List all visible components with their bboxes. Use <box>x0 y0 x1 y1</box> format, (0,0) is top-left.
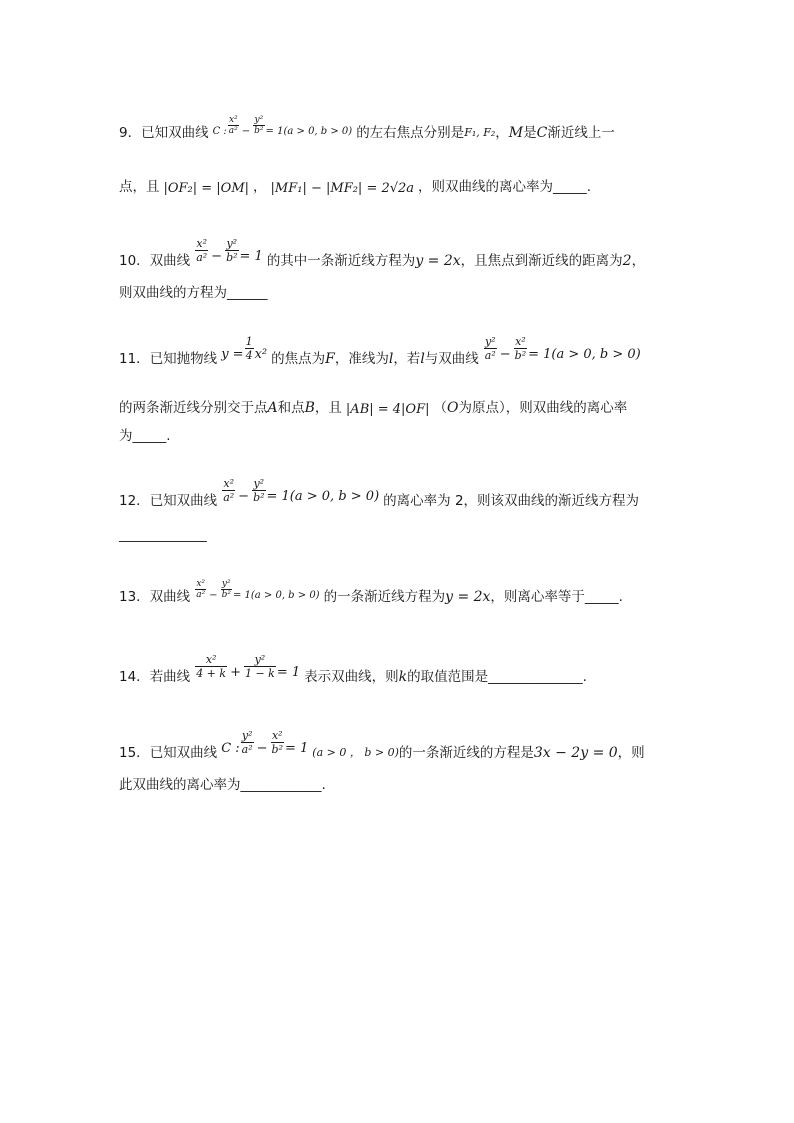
problem-9-line-1: 9． 已知双曲线 C : $\frac{\text{x²}}{\text{a²}}$ − $\frac{\text{y²}}{\text{b²}}$ = 1(a > 0, b > 0) 的左右焦点分别是 F₁, F₂ ， M 是 C 渐近线上一 <box>119 115 615 141</box>
condition-equation: |OF₂| = |OM| <box>163 181 250 196</box>
problem-11-line-3: 为_____. <box>119 428 171 444</box>
hyperbola-equation: C : $\frac{\text{y²}}{\text{a²}}$ − $\frac{\text{x²}}{\text{b²}}$ = 1 <box>221 729 309 756</box>
problem-12-line-1: 12． 已知双曲线 $\frac{\text{x²}}{\text{a²}}$ − $\frac{\text{y²}}{\text{b²}}$ = 1(a > 0, b > 0) 的离心率为 2，则该双曲线的渐近线方程为 <box>119 477 640 509</box>
problem-number: 9． <box>119 125 142 141</box>
problem-11-line-1: 11． 已知抛物线 y = $\frac{1}{4}$ x² 的焦点为 F ，准线为 l ，若 l 与双曲线 $\frac{\text{y²}}{\text{a²}}$ − $\frac{\text{x²}}{\text{b²}}$ = 1(a > 0, b > 0) <box>119 335 641 367</box>
hyperbola-equation: C : $\frac{\text{x²}}{\text{a²}}$ − $\frac{\text{y²}}{\text{b²}}$ = 1(a > 0, b > 0) <box>212 115 353 137</box>
problem-10-line-1: 10． 双曲线 $\frac{\text{x²}}{\text{a²}}$ − $\frac{\text{y²}}{\text{b²}}$ = 1 的其中一条渐近线方程为 y = 2x ，且焦点到渐近线的距离为 2 ， <box>119 237 646 269</box>
problem-9-line-2: 点，且 |OF₂| = |OM| ， |MF₁| − |MF₂| = 2√2a ，则双曲线的离心率为_____. <box>119 179 592 196</box>
hyperbola-equation: $\frac{\text{y²}}{\text{a²}}$ − $\frac{\text{x²}}{\text{b²}}$ = 1(a > 0, b > 0) <box>484 335 641 362</box>
problem-15-line-2: 此双曲线的离心率为____________. <box>119 777 326 793</box>
problem-14-line-1: 14． 若曲线 $\frac{\text{x²}}{4 + k}$ + $\frac{\text{y²}}{1 - k}$ = 1 表示双曲线，则 k 的取值范围是______________. <box>119 653 587 685</box>
problem-10-line-2: 则双曲线的方程为______ <box>119 285 268 301</box>
problem-number: 12． <box>119 493 150 509</box>
parabola-equation: y = $\frac{1}{4}$ x² <box>221 335 268 362</box>
curve-equation: $\frac{\text{x²}}{4 + k}$ + $\frac{\text{y²}}{1 - k}$ = 1 <box>196 653 301 680</box>
problem-11-line-2: 的两条渐近线分别交于点 A 和点 B ，且 |AB| = 4|OF| （ O 为原点），则双曲线的离心率 <box>119 400 628 417</box>
hyperbola-equation: $\frac{\text{x²}}{\text{a²}}$ − $\frac{\text{y²}}{\text{b²}}$ = 1 <box>196 237 263 264</box>
problem-number: 13． <box>119 589 150 605</box>
problem-15-line-1: 15． 已知双曲线 C : $\frac{\text{y²}}{\text{a²}}$ − $\frac{\text{x²}}{\text{b²}}$ = 1 (a > 0 ， b > 0) 的一条渐近线的方程是 3x − 2y = 0 ，则 <box>119 729 645 761</box>
problem-12-line-2 <box>119 514 684 544</box>
problem-number: 14． <box>119 669 150 685</box>
problem-number: 15． <box>119 745 150 761</box>
condition-equation: |AB| = 4|OF| <box>345 402 430 417</box>
hyperbola-equation: $\frac{\text{x²}}{\text{a²}}$ − $\frac{\text{y²}}{\text{b²}}$ = 1(a > 0, b > 0) <box>196 579 320 601</box>
answer-blank: _____________ <box>119 527 207 543</box>
hyperbola-equation: $\frac{\text{x²}}{\text{a²}}$ − $\frac{\text{y²}}{\text{b²}}$ = 1(a > 0, b > 0) <box>223 477 380 504</box>
problem-number: 11． <box>119 351 150 367</box>
problem-13-line-1: 13． 双曲线 $\frac{\text{x²}}{\text{a²}}$ − $\frac{\text{y²}}{\text{b²}}$ = 1(a > 0, b > 0) 的一条渐近线方程为 y = 2x ，则离心率等于_____. <box>119 579 623 605</box>
condition-equation: |MF₁| − |MF₂| = 2√2a <box>270 181 415 196</box>
problem-number: 10． <box>119 253 150 269</box>
